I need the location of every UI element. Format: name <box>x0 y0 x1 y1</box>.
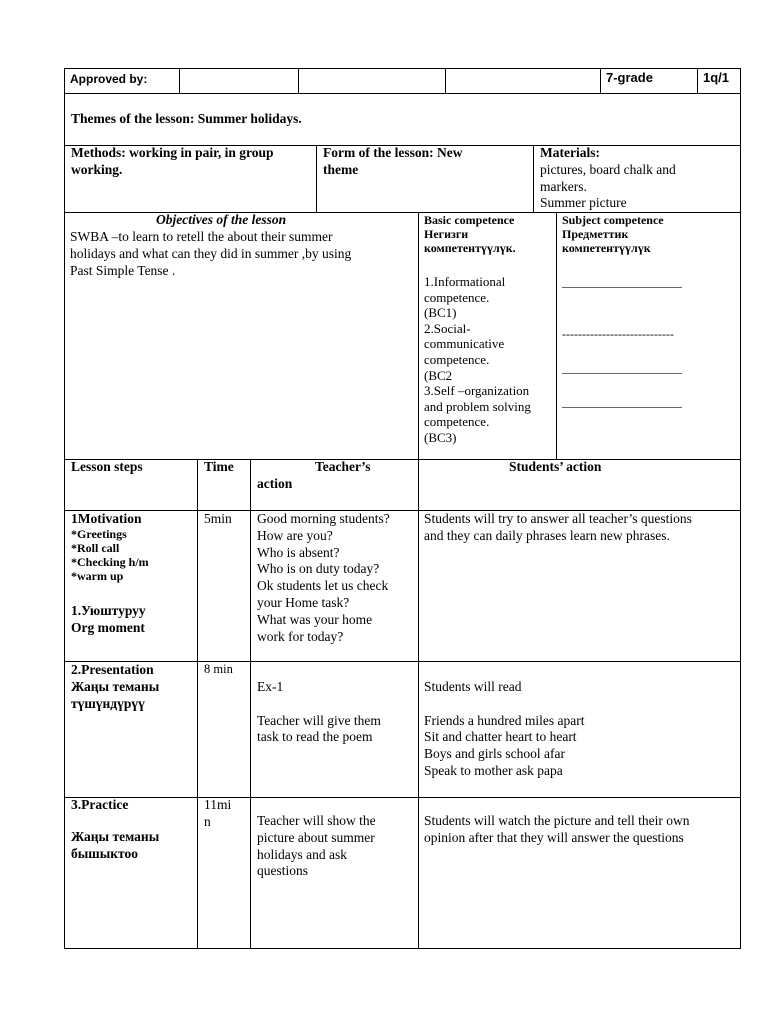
basic-competence-list: 1.Informational competence. (BC1) 2.Social- communicative competence. (BC2 3.Self –organization and problem solving competence. (BC3) <box>424 274 531 445</box>
methods-text: Methods: working in pair, in group working. <box>71 145 274 177</box>
form-text: Form of the lesson: New theme <box>323 145 463 177</box>
header-blank-cell-2 <box>298 68 446 94</box>
lesson-theme: Themes of the lesson: Summer holidays. <box>71 111 302 126</box>
subject-blank-2: ---------------------------- <box>562 327 674 341</box>
basic-competence-title: Basic competence Негизги компетентүүлүк. <box>424 213 516 255</box>
row1-time-cell <box>197 510 251 662</box>
lesson-code: 1q/1 <box>703 70 730 85</box>
row1-step-items: *Greetings *Roll call *Checking h/m *warm up <box>71 527 149 583</box>
teacher-header: Teacher’s action <box>257 459 371 491</box>
row2-teacher-action: Ex-1 Teacher will give them task to read the poem <box>257 679 381 745</box>
row3-teacher-action: Teacher will show the picture about summer holidays and ask questions <box>257 813 376 879</box>
row3-step-title: 3.Practice <box>71 797 129 812</box>
row1-step-title: 1Motivation <box>71 511 142 526</box>
header-blank-cell-1 <box>179 68 299 94</box>
approved-by-label: Approved by: <box>70 72 148 86</box>
grade-label: 7-grade <box>606 70 653 85</box>
row3-students-action: Students will watch the picture and tell their own opinion after that they will answer the questions <box>424 813 690 845</box>
subject-blank-4: ____________________ <box>562 395 682 409</box>
steps-header: Lesson steps <box>71 459 143 474</box>
subject-blank-3: ____________________ <box>562 361 682 375</box>
objectives-title: Objectives of the lesson <box>156 212 287 227</box>
time-header: Time <box>204 459 234 474</box>
row3-step-kg: Жаңы теманы бышыктоо <box>71 829 160 861</box>
materials-text: Materials: pictures, board chalk and markers. Summer picture <box>540 145 676 211</box>
row3-step-cell <box>64 797 198 949</box>
subject-competence-title: Subject competence Предметтик компетентүүлүк <box>562 213 664 255</box>
row3-time: 11mi n <box>204 797 232 829</box>
row1-step-kg: 1.Уюштуруу Org moment <box>71 603 146 635</box>
row2-students-action: Students will read Friends a hundred miles apart Sit and chatter heart to heart Boys and girls school afar Speak to mother ask papa <box>424 679 585 778</box>
subject-blank-1: ____________________ <box>562 275 682 289</box>
row2-step-title: 2.Presentation <box>71 662 154 677</box>
header-blank-cell-3 <box>445 68 601 94</box>
students-header: Students’ action <box>509 459 602 474</box>
row1-time: 5min <box>204 511 232 526</box>
row2-time: 8 min <box>204 662 233 676</box>
row2-time-cell <box>197 661 251 798</box>
row1-teacher-action: Good morning students? How are you? Who is absent? Who is on duty today? Ok students let us check your Home task? What was your home work for today? <box>257 511 390 644</box>
row2-step-kg: Жаңы теманы түшүндүрүү <box>71 679 160 711</box>
objectives-text: SWBA –to learn to retell the about their summer holidays and what can they did in summer ,by using Past Simple Tense . <box>70 229 352 278</box>
row1-students-action: Students will try to answer all teacher’s questions and they can daily phrases learn new phrases. <box>424 511 692 543</box>
